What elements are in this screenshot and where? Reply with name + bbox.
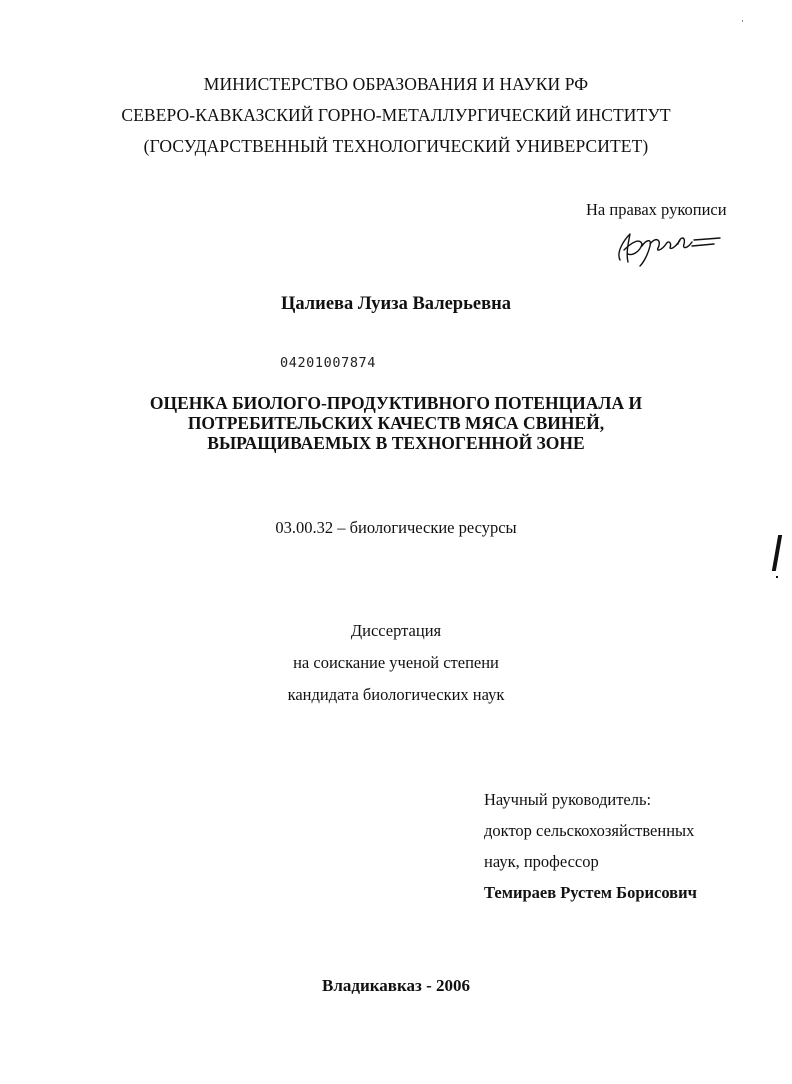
title-line-2: ПОТРЕБИТЕЛЬСКИХ КАЧЕСТВ МЯСА СВИНЕЙ,	[187, 413, 605, 433]
university-line: (ГОСУДАРСТВЕННЫЙ ТЕХНОЛОГИЧЕСКИЙ УНИВЕРСИТЕТ)	[143, 136, 649, 156]
supervisor-degree-line-1: доктор сельскохозяйственных	[484, 821, 695, 840]
scan-mark	[772, 535, 782, 571]
supervisor-name: Темираев Рустем Борисович	[484, 883, 697, 902]
institute-line: СЕВЕРО-КАВКАЗСКИЙ ГОРНО-МЕТАЛЛУРГИЧЕСКИЙ ИНСТИТУТ	[121, 105, 671, 125]
title-line-3: ВЫРАЩИВАЕМЫХ В ТЕХНОГЕННОЙ ЗОНЕ	[207, 433, 585, 453]
specialty-code: 03.00.32 – биологические ресурсы	[275, 518, 517, 537]
ministry-line: МИНИСТЕРСТВО ОБРАЗОВАНИЯ И НАУКИ РФ	[203, 74, 589, 94]
degree-purpose: на соискание ученой степени	[293, 653, 499, 672]
author-name: Цалиева Луиза Валерьевна	[281, 294, 511, 314]
scan-dot	[776, 576, 778, 578]
supervisor-label: Научный руководитель:	[484, 790, 652, 809]
degree-name: кандидата биологических наук	[287, 685, 505, 704]
supervisor-degree-line-2: наук, профессор	[484, 852, 599, 871]
signature	[606, 222, 726, 270]
city-year: Владикавказ - 2006	[321, 976, 471, 995]
title-line-1: ОЦЕНКА БИОЛОГО-ПРОДУКТИВНОГО ПОТЕНЦИАЛА И	[149, 393, 643, 413]
dissertation-label: Диссертация	[350, 621, 442, 640]
manuscript-rights-note: На правах рукописи	[586, 200, 727, 219]
catalog-code: 04201007874	[280, 355, 377, 371]
scan-dot	[742, 20, 743, 22]
